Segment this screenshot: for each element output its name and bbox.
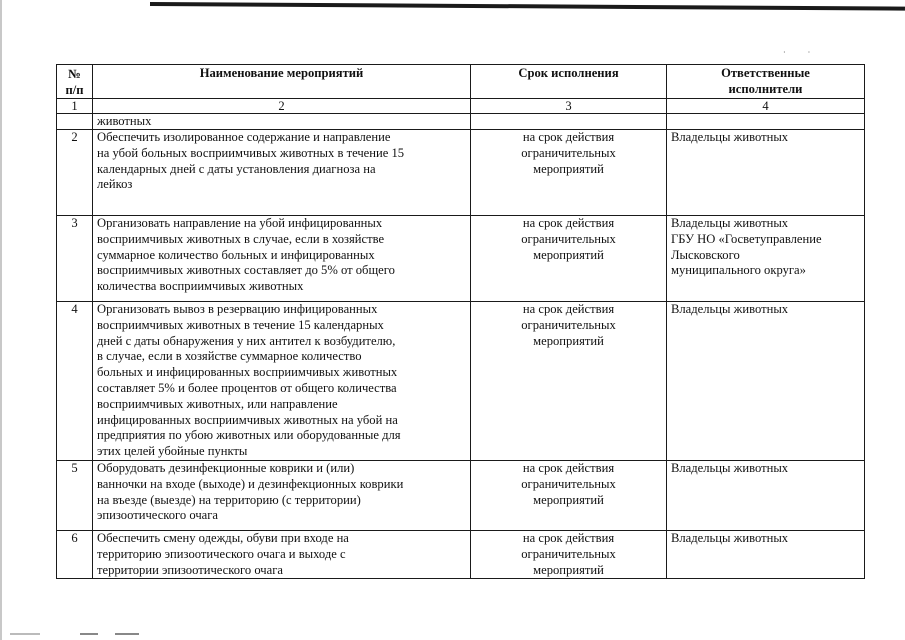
table-row [57, 460, 865, 530]
row-responsible: Владельцы животных [667, 460, 865, 530]
column-index-row [57, 99, 865, 114]
column-index: 1 [57, 99, 93, 114]
row-term: на срок действия ограничительных мероприятий [471, 530, 667, 578]
row-num: 4 [57, 302, 93, 461]
row-event: Обеспечить смену одежды, обуви при входе на территорию эпизоотического очага и выходе с территории эпизоотического очага [93, 530, 471, 578]
row-num: 5 [57, 460, 93, 530]
table-row [57, 130, 865, 216]
scan-bottom-mark [80, 633, 98, 635]
page-top-rule [150, 2, 905, 11]
row-term [471, 114, 667, 130]
row-num: 2 [57, 130, 93, 216]
row-responsible: Владельцы животных [667, 302, 865, 461]
scan-bottom-mark [10, 633, 40, 635]
table-header-row [57, 65, 865, 99]
row-num: 3 [57, 216, 93, 302]
row-term: на срок действия ограничительных мероприятий [471, 216, 667, 302]
scan-left-edge [0, 0, 2, 640]
row-responsible: Владельцы животных [667, 130, 865, 216]
column-index: 4 [667, 99, 865, 114]
scan-marks: · · [783, 48, 821, 57]
row-term: на срок действия ограничительных мероприятий [471, 130, 667, 216]
row-responsible [667, 114, 865, 130]
table-row [57, 216, 865, 302]
header-term: Срок исполнения [471, 65, 667, 99]
column-index: 3 [471, 99, 667, 114]
row-event: Организовать направление на убой инфицированных восприимчивых животных в случае, если в хозяйстве суммарное количество больных и инфицированных восприимчивых животных составляет до 5% от общего количества восприимчивых животных [93, 216, 471, 302]
row-event: Оборудовать дезинфекционные коврики и (или) ванночки на входе (выходе) и дезинфекционных коврики на въезде (выезде) на территорию (с территории) эпизоотического очага [93, 460, 471, 530]
table-row [57, 302, 865, 461]
measures-table [56, 64, 865, 579]
column-index: 2 [93, 99, 471, 114]
continuation-row [57, 114, 865, 130]
row-responsible: Владельцы животных ГБУ НО «Госветуправление Лысковского муниципального округа» [667, 216, 865, 302]
scan-bottom-mark [115, 633, 139, 635]
table-row [57, 530, 865, 578]
row-event: Обеспечить изолированное содержание и направление на убой больных восприимчивых животных в течение 15 календарных дней с даты установления диагноза на лейкоз [93, 130, 471, 216]
continuation-text: животных [93, 114, 471, 130]
header-num: № п/п [57, 65, 93, 99]
row-num [57, 114, 93, 130]
header-responsible: Ответственные исполнители [667, 65, 865, 99]
header-name: Наименование мероприятий [93, 65, 471, 99]
row-responsible: Владельцы животных [667, 530, 865, 578]
row-num: 6 [57, 530, 93, 578]
row-event: Организовать вывоз в резервацию инфицированных восприимчивых животных в течение 15 календарных дней с даты обнаружения у них антител к возбудителю, в случае, если в хозяйстве суммарное количество больных и инфицированных восприимчивых животных составляет 5% и более процентов от общего количества восприимчивых животных, или направление инфицированных восприимчивых животных на убой на предприятия по убою животных или оборудованные для этих целей убойные пункты [93, 302, 471, 461]
row-term: на срок действия ограничительных мероприятий [471, 302, 667, 461]
row-term: на срок действия ограничительных мероприятий [471, 460, 667, 530]
